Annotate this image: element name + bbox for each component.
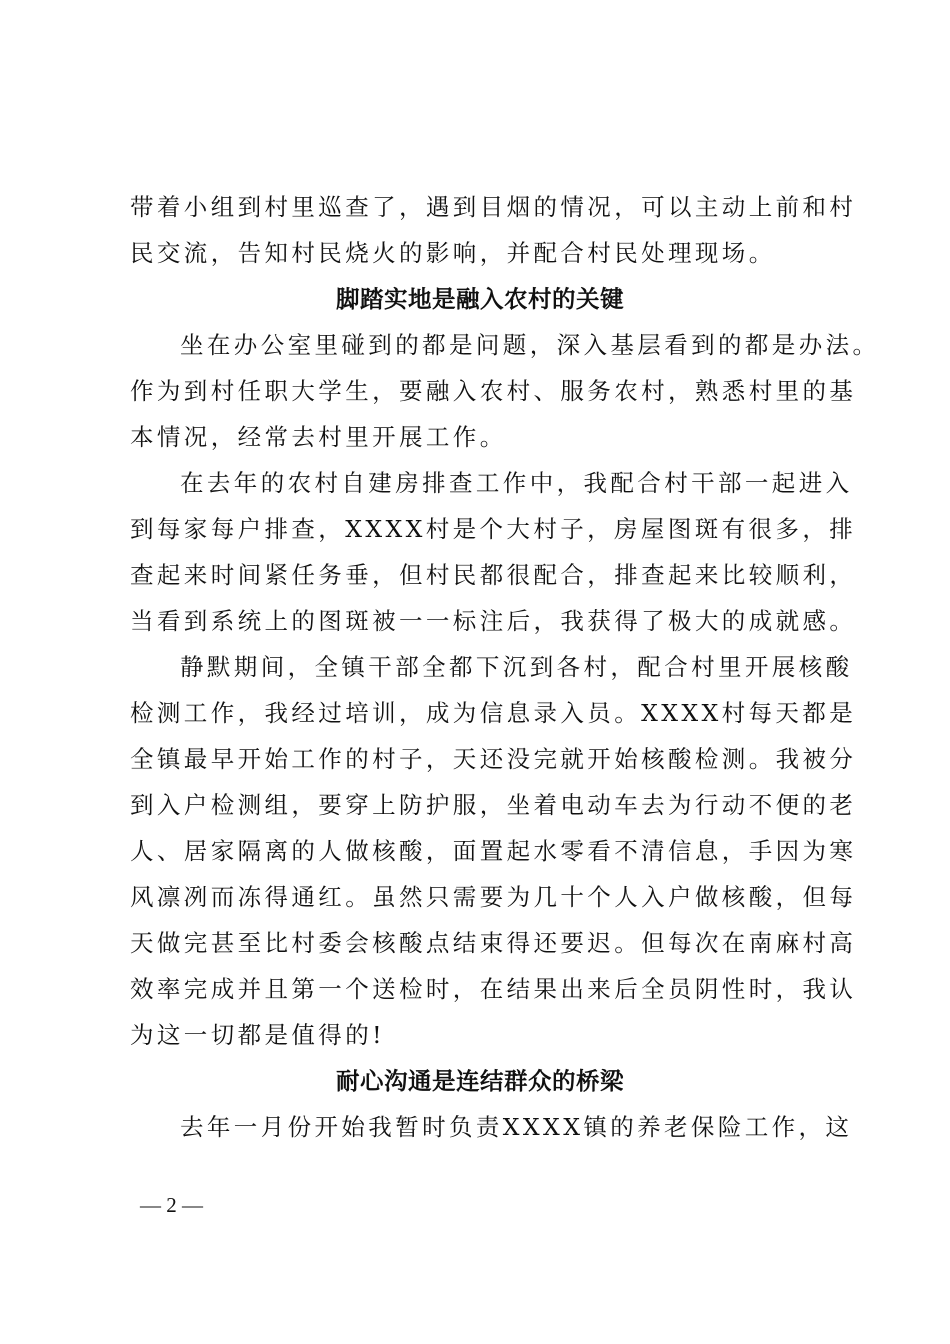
paragraph-line: 风凛冽而冻得通红。虽然只需要为几十个人入户做核酸，但每 [130, 883, 857, 911]
paragraph-line: 民交流，告知村民烧火的影响，并配合村民处理现场。 [130, 239, 776, 267]
paragraph-line: 检测工作，我经过培训，成为信息录入员。XXXX村每天都是 [130, 699, 857, 727]
paragraph-first-line: 去年一月份开始我暂时负责XXXX镇的养老保险工作，这 [180, 1113, 853, 1141]
paragraph-first-line: 坐在办公室里碰到的都是问题，深入基层看到的都是办法。 [180, 331, 880, 359]
paragraph-first-line: 在去年的农村自建房排查工作中，我配合村干部一起进入 [180, 469, 853, 497]
paragraph-line: 天做完甚至比村委会核酸点结束得还要迟。但每次在南麻村高 [130, 929, 857, 957]
paragraph-line: 当看到系统上的图斑被一一标注后，我获得了极大的成就感。 [130, 607, 857, 635]
paragraph-line: 带着小组到村里巡查了，遇到目烟的情况，可以主动上前和村 [130, 193, 857, 221]
paragraph-line: 为这一切都是值得的! [130, 1021, 385, 1049]
paragraph-first-line: 静默期间，全镇干部全都下沉到各村，配合村里开展核酸 [180, 653, 853, 681]
paragraph-line: 作为到村任职大学生，要融入农村、服务农村，熟悉村里的基 [130, 377, 857, 405]
section-heading: 脚踏实地是融入农村的关键 [336, 285, 624, 313]
paragraph-line: 效率完成并且第一个送检时，在结果出来后全员阴性时，我认 [130, 975, 857, 1003]
paragraph-line: 到入户检测组，要穿上防护服，坐着电动车去为行动不便的老 [130, 791, 857, 819]
paragraph-line: 人、居家隔离的人做核酸，面置起水零看不清信息，手因为寒 [130, 837, 857, 865]
paragraph-line: 全镇最早开始工作的村子，天还没完就开始核酸检测。我被分 [130, 745, 857, 773]
section-heading: 耐心沟通是连结群众的桥梁 [336, 1067, 624, 1095]
page-number: — 2 — [140, 1193, 203, 1217]
paragraph-line: 本情况，经常去村里开展工作。 [130, 423, 507, 451]
paragraph-line: 查起来时间紧任务垂，但村民都很配合，排查起来比较顺利， [130, 561, 857, 589]
paragraph-line: 到每家每户排查，XXXX村是个大村子，房屋图斑有很多，排 [130, 515, 857, 543]
